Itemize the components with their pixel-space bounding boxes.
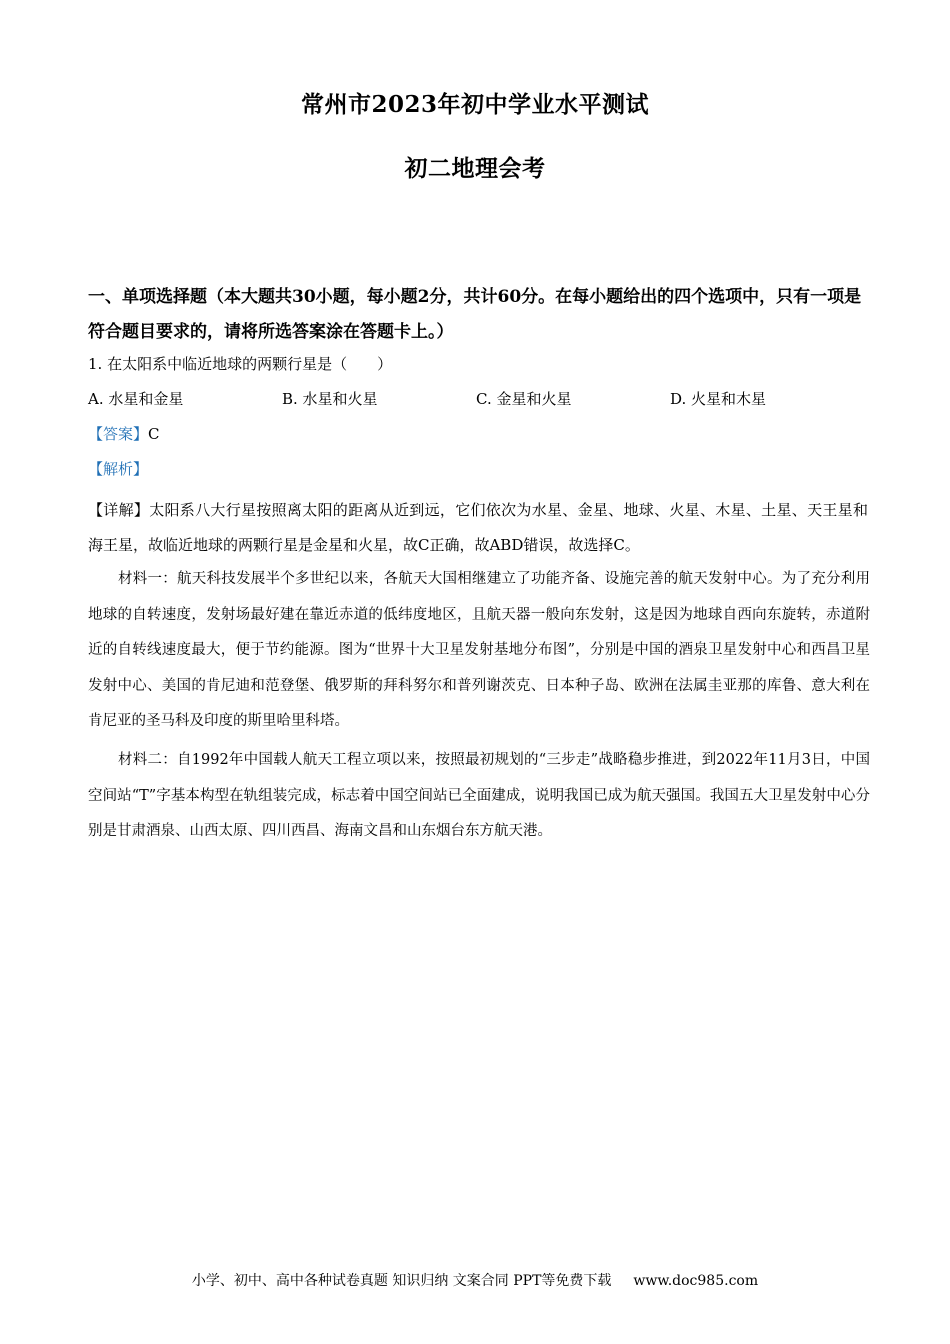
analysis-tag: 【解析】 [88, 460, 149, 478]
page-footer [0, 1270, 950, 1290]
material-one: 材料一：航天科技发展半个多世纪以来，各航天大国相继建立了功能齐备、设施完善的航天发射中心。为了充分利用地球的自转速度，发射场最好建在靠近赤道的低纬度地区，且航天器一般向东发射，这是因为地球自西向东旋转，赤道附近的自转线速度最大，便于节约能源。图为“世界十大卫星发射基地分布图”，分别是中国的酒泉卫星发射中心和西昌卫星发射中心、美国的肯尼迪和范登堡、俄罗斯的拜科努尔和普列谢茨克、日本种子岛、欧洲在法属圭亚那的库鲁、意大利在肯尼亚的圣马科及印度的斯里哈里科塔。 [88, 571, 870, 729]
option-a: A. 水星和金星 [88, 390, 184, 408]
answer-tag: 【答案】 [88, 425, 149, 443]
analysis-line [88, 458, 148, 479]
answer-line [88, 423, 160, 444]
page-subtitle: 初二地理会考 [404, 155, 546, 182]
footer-site: www.doc985.com [633, 1273, 759, 1289]
detail-text: 太阳系八大行星按照离太阳的距离从近到远，它们依次为水星、金星、地球、火星、木星、土星、天王星和海王星，故临近地球的两颗行星是金星和火星，故C正确，故ABD错误，故选择C。 [88, 501, 868, 554]
detail-paragraph [88, 493, 868, 563]
answer-value: C [148, 425, 160, 443]
option-d: D. 火星和木星 [670, 390, 767, 408]
detail-tag: 【详解】 [88, 501, 150, 519]
section-heading: 一、单项选择题（本大题共30小题，每小题2分，共计60分。在每小题给出的四个选项中，只有一项是符合题目要求的，请将所选答案涂在答题卡上。） [88, 287, 862, 342]
question-stem: 1. 在太阳系中临近地球的两颗行星是（ ） [88, 355, 393, 373]
option-b: B. 水星和火星 [282, 390, 378, 408]
footer-text: 小学、初中、高中各种试卷真题 知识归纳 文案合同 PPT等免费下载 [191, 1273, 612, 1289]
material-two: 材料二：自1992年中国载人航天工程立项以来，按照最初规划的“三步走”战略稳步推进，到2022年11月3日，中国空间站“T”字基本构型在轨组装完成，标志着中国空间站已全面建成，说明我国已成为航天强国。我国五大卫星发射中心分别是甘肃酒泉、山西太原、四川西昌、海南文昌和山东烟台东方航天港。 [88, 752, 870, 839]
page-title: 常州市2023年初中学业水平测试 [300, 91, 649, 118]
option-c: C. 金星和火星 [476, 390, 572, 408]
